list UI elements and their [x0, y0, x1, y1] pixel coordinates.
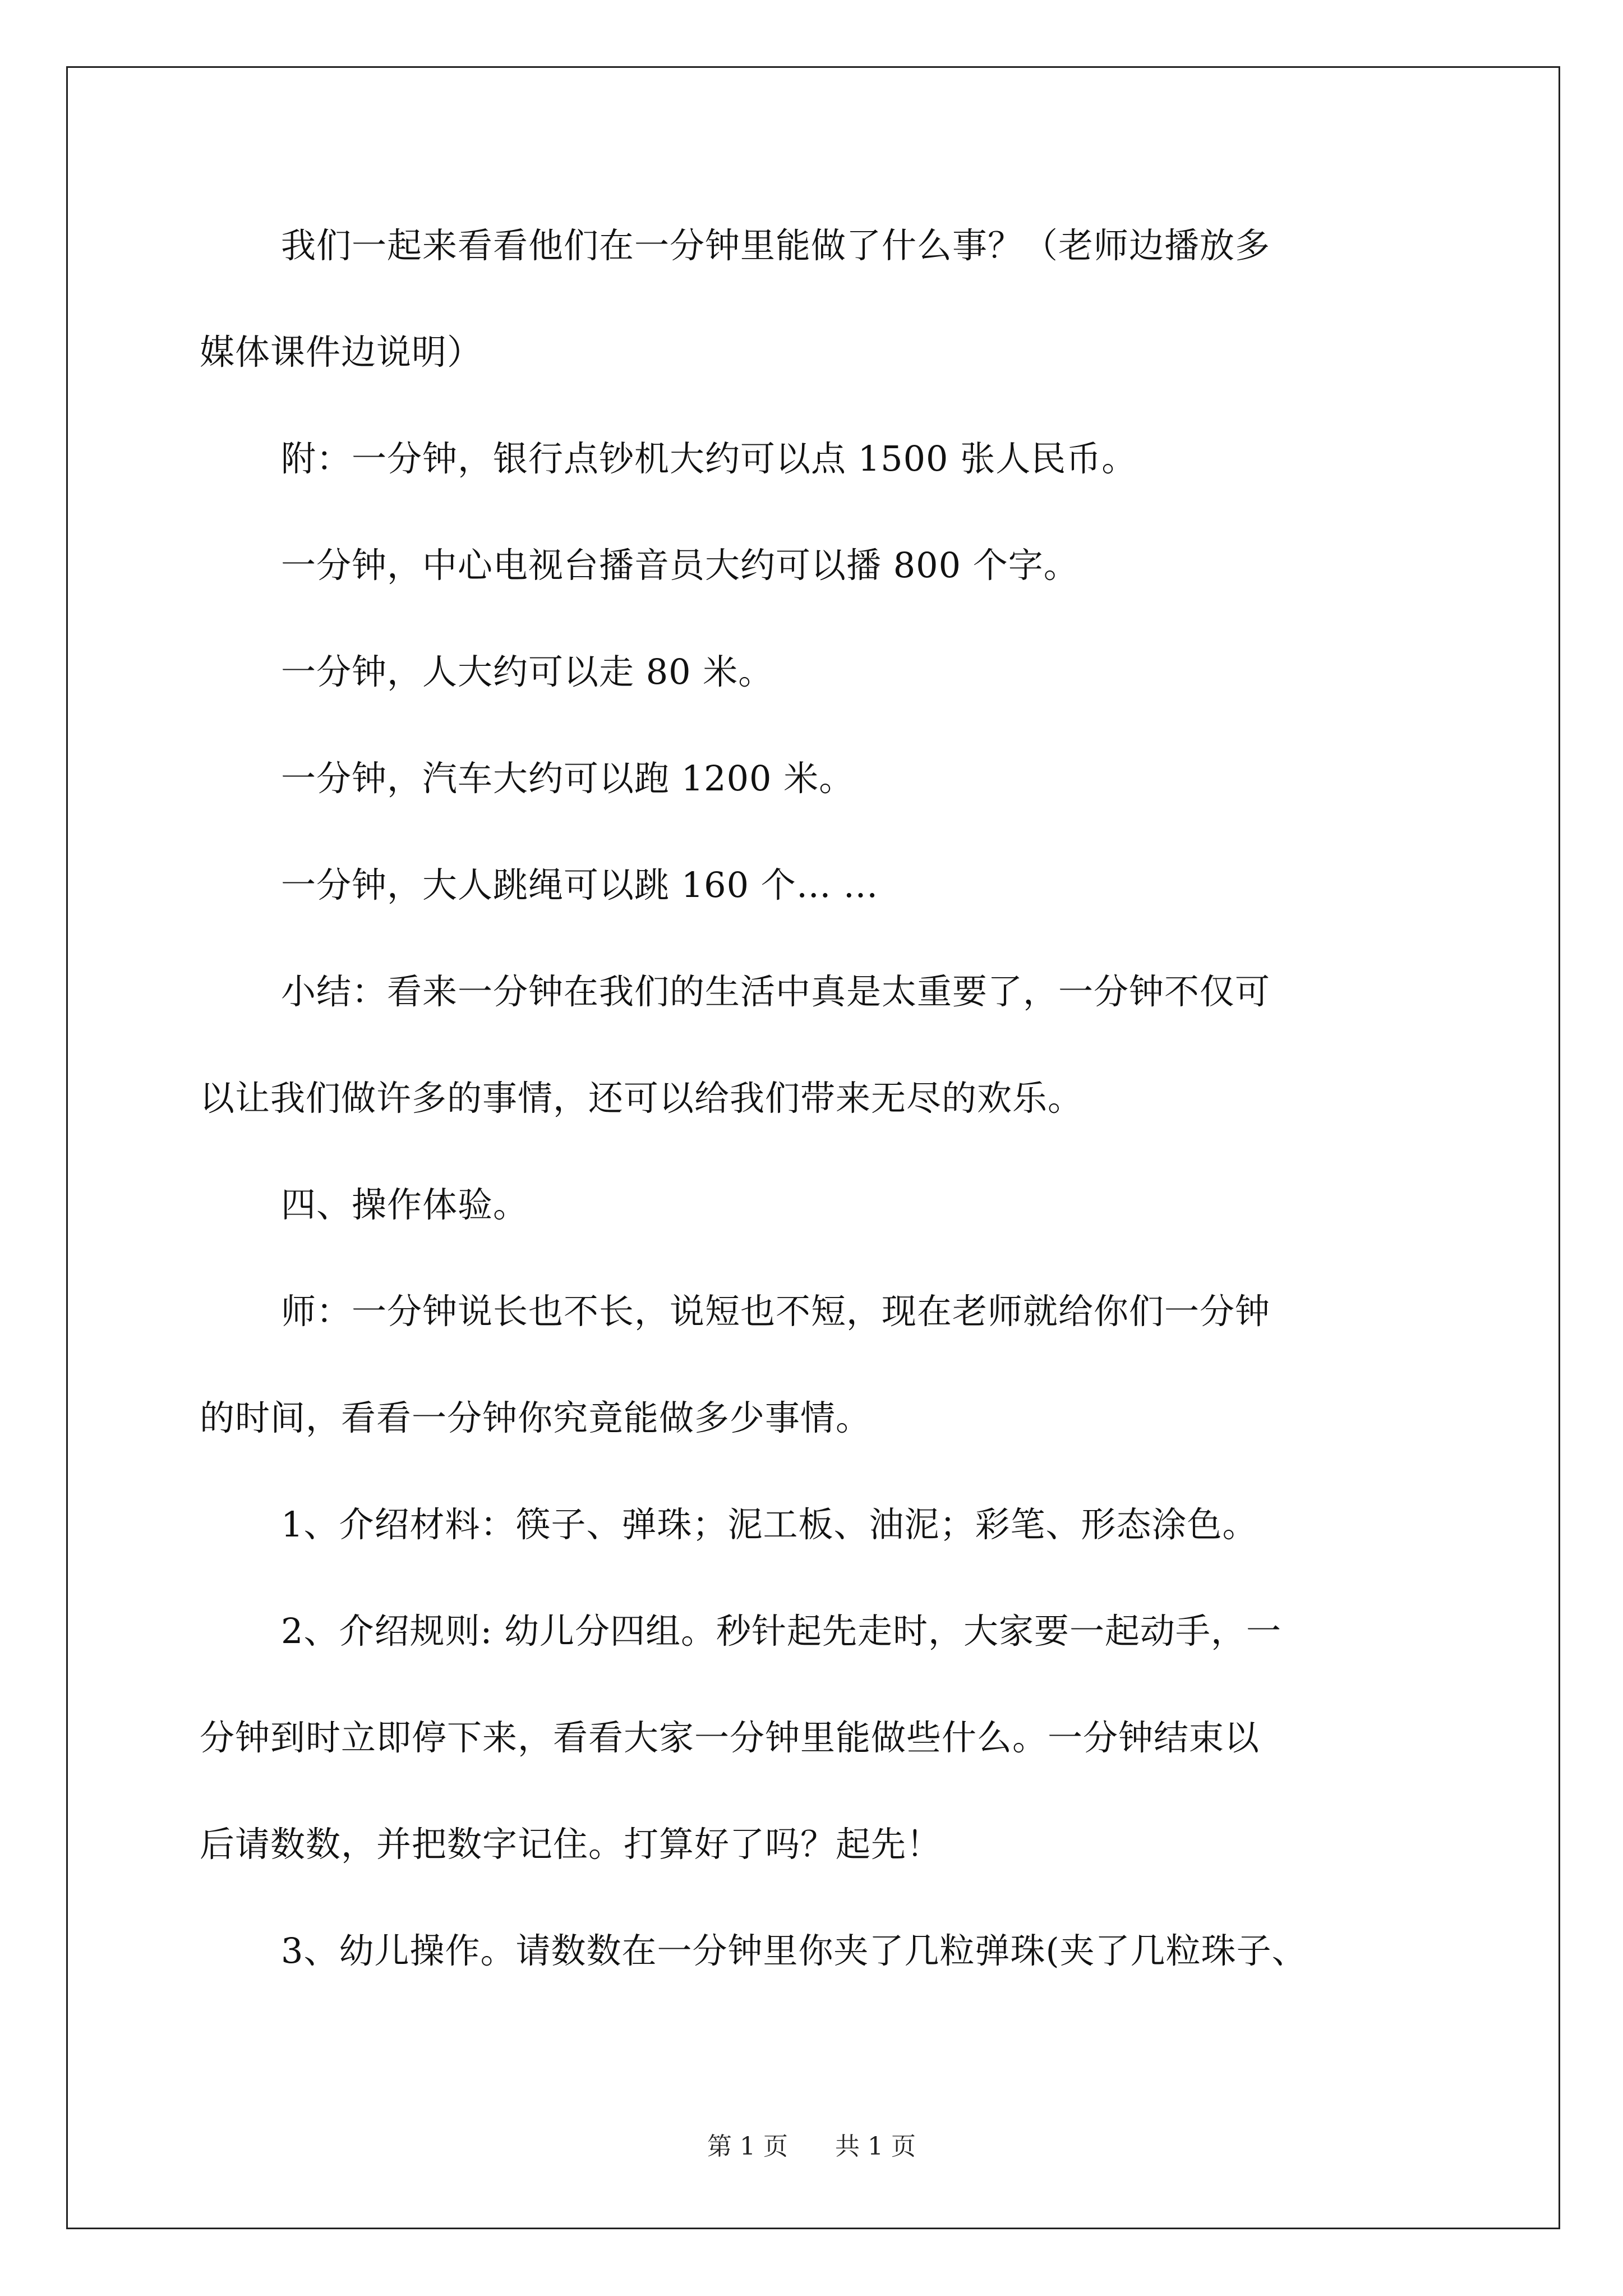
paragraph-line: 以让我们做许多的事情，还可以给我们带来无尽的欢乐。: [200, 1078, 1083, 1119]
paragraph-8: [200, 1178, 1433, 1231]
paragraph-6: [200, 858, 1433, 912]
paragraph-line: 附：一分钟，银行点钞机大约可以点 1500 张人民币。: [281, 438, 1137, 479]
page-number-current: 第 1 页: [707, 2132, 788, 2161]
paragraph-12: [200, 1924, 1433, 1977]
paragraph-line: 四、操作体验。: [281, 1184, 529, 1225]
paragraph-line: 师：一分钟说长也不长，说短也不短，现在老师就给你们一分钟: [281, 1291, 1271, 1332]
paragraph-9: [200, 1285, 1433, 1444]
document-body: [200, 219, 1433, 2031]
paragraph-11: [200, 1604, 1433, 1871]
paragraph-line: 一分钟，汽车大约可以跑 1200 米。: [281, 758, 855, 799]
paragraph-2: [200, 432, 1433, 485]
paragraph-line: 我们一起来看看他们在一分钟里能做了什么事？（老师边播放多: [281, 225, 1271, 266]
paragraph-10: [200, 1498, 1433, 1551]
paragraph-line: 3、幼儿操作。请数数在一分钟里你夹了几粒弹珠(夹了几粒珠子、: [281, 1930, 1307, 1971]
paragraph-line: 2、介绍规则: 幼儿分四组。秒针起先走时，大家要一起动手，一: [281, 1611, 1282, 1651]
paragraph-4: [200, 645, 1433, 698]
paragraph-line: 一分钟，大人跳绳可以跳 160 个… …: [281, 864, 879, 905]
paragraph-line: 的时间，看看一分钟你究竟能做多少事情。: [200, 1397, 872, 1438]
paragraph-line: 一分钟，中心电视台播音员大约可以播 800 个字。: [281, 545, 1079, 586]
paragraph-3: [200, 539, 1433, 592]
paragraph-line: 后请数数，并把数字记住。打算好了吗？起先！: [200, 1824, 942, 1865]
paragraph-line: 分钟到时立即停下来，看看大家一分钟里能做些什么。一分钟结束以: [200, 1717, 1260, 1758]
paragraph-1: [200, 219, 1433, 379]
page-number-total: 共 1 页: [835, 2132, 916, 2161]
paragraph-line: 1、介绍材料：筷子、弹珠；泥工板、油泥；彩笔、形态涂色。: [281, 1504, 1258, 1545]
page-footer: [0, 2126, 1623, 2162]
paragraph-5: [200, 752, 1433, 805]
paragraph-line: 一分钟，人大约可以走 80 米。: [281, 651, 774, 692]
paragraph-line: 小结：看来一分钟在我们的生活中真是太重要了，一分钟不仅可: [281, 971, 1271, 1012]
paragraph-7: [200, 965, 1433, 1125]
paragraph-line: 媒体课件边说明）: [200, 332, 483, 372]
